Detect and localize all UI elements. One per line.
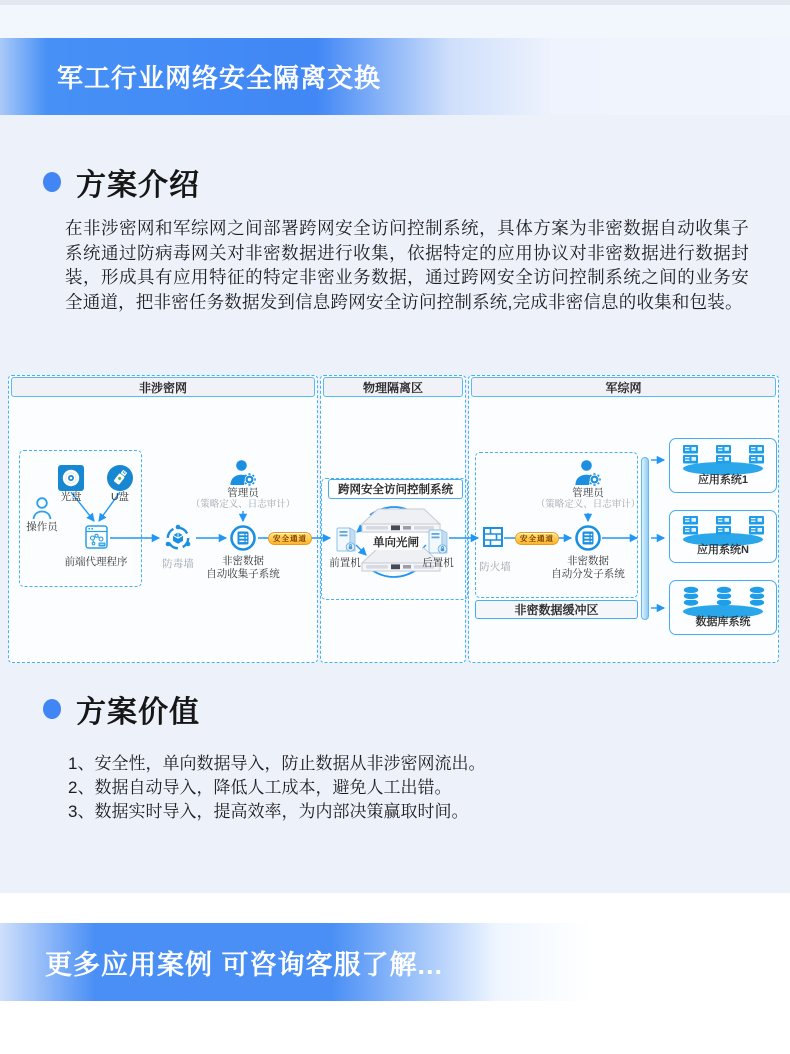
firewall-icon: [483, 526, 503, 548]
app-system-1-box: [669, 438, 777, 493]
buffer-zone-bar: 非密数据缓冲区: [475, 600, 638, 619]
admin2-sub-label: （策略定义、日志审计）: [535, 499, 641, 510]
bottom-white-area: [0, 1001, 790, 1054]
hero-banner: [0, 38, 790, 115]
antivirus-label: 防毒墙: [162, 558, 194, 570]
app-system-1-label: 应用系统1: [697, 474, 749, 486]
intro-paragraph: 在非涉密网和军综网之间部署跨网安全访问控制系统，具体方案为非密数据自动收集子系统通过防病毒网关对非密数据进行收集，依据特定的应用协议对非密数据进行数据封装，形成具有应用特征的特定非密业务数据，通过跨网安全访问控制系统之间的业务安全通道，把非密任务数据发到信息跨网安全访问控制系统,完成非密信息的收集和包装。: [65, 218, 749, 312]
app-server-icon: [749, 516, 764, 535]
front-machine-label: 前置机: [329, 557, 361, 569]
app-server-icon: [683, 516, 698, 535]
database-cylinder-icon: [716, 586, 732, 607]
app-server-icon: [683, 445, 698, 464]
admin2-label: 管理员: [572, 487, 604, 499]
value-item-1: 1、安全性，单向数据导入，防止数据从非涉密网流出。: [68, 754, 486, 773]
white-strip: [0, 893, 790, 923]
section-title-non-classified: 非涉密网: [11, 377, 315, 397]
hero-title: 军工行业网络安全隔离交换: [57, 63, 382, 93]
rear-machine-icon: [428, 529, 448, 555]
cd-disc-icon: [58, 465, 84, 491]
distributor-subsystem-icon: [575, 525, 601, 551]
one-way-gate-label: 单向光闸: [370, 534, 422, 550]
admin1-sub-label: （策略定义、日志审计）: [190, 499, 296, 510]
usb-drive-icon: [107, 465, 133, 491]
gate-system-header: 跨网安全访问控制系统: [328, 479, 463, 499]
section-title-physical-isolation: 物理隔离区: [323, 377, 463, 397]
collector-label-line1: 非密数据: [222, 555, 264, 567]
usb-label: U盘: [110, 491, 130, 503]
operator-label: 操作员: [26, 521, 58, 533]
bullet-dot-icon: [43, 172, 61, 192]
admin-person-gear-icon: [228, 458, 258, 488]
footer-banner: [0, 923, 790, 1001]
rear-machine-label: 后置机: [422, 557, 454, 569]
distributor-label-line2: 自动分发子系统: [551, 568, 625, 580]
app-system-n-box: [669, 510, 777, 563]
app-server-icon: [716, 445, 731, 464]
database-cylinder-icon: [749, 586, 765, 607]
top-strip: [0, 5, 790, 38]
value-item-2: 2、数据自动导入，降低人工成本，避免人工出错。: [68, 777, 452, 797]
collector-subsystem-icon: [230, 525, 256, 551]
values-heading-text: 方案价值: [76, 696, 200, 729]
distributor-label-line1: 非密数据: [567, 555, 609, 567]
security-channel-badge-right: 安全通道: [515, 532, 559, 545]
proxy-program-icon: [85, 524, 108, 550]
app-server-icon: [716, 516, 731, 535]
operator-person-icon: [32, 496, 52, 520]
section-title-military-network: 军综网: [471, 377, 776, 397]
database-cylinder-icon: [683, 586, 699, 607]
proxy-label: 前端代理程序: [64, 556, 128, 568]
cd-label: 光盘: [60, 491, 82, 503]
architecture-diagram: [8, 373, 779, 666]
values-heading: [43, 687, 200, 731]
values-list: [68, 752, 485, 823]
app-server-icon: [749, 445, 764, 464]
footer-banner-text: 更多应用案例 可咨询客服了解...: [45, 949, 444, 980]
bullet-dot-icon: [43, 699, 61, 719]
security-channel-badge-left: 安全通道: [268, 532, 312, 545]
front-machine-icon: [336, 527, 356, 553]
admin2-person-gear-icon: [573, 458, 603, 488]
intro-heading-text: 方案介绍: [76, 169, 200, 202]
app-system-n-label: 应用系统N: [697, 544, 749, 556]
collector-label-line2: 自动收集子系统: [206, 568, 280, 580]
antivirus-wall-icon: [164, 524, 192, 552]
admin1-label: 管理员: [227, 487, 259, 499]
database-system-label: 数据库系统: [695, 616, 751, 628]
database-system-box: [669, 580, 777, 635]
firewall-label: 防火墙: [479, 561, 511, 573]
intro-heading: [43, 160, 200, 204]
value-item-3: 3、数据实时导入，提高效率，为内部决策赢取时间。: [68, 801, 469, 821]
